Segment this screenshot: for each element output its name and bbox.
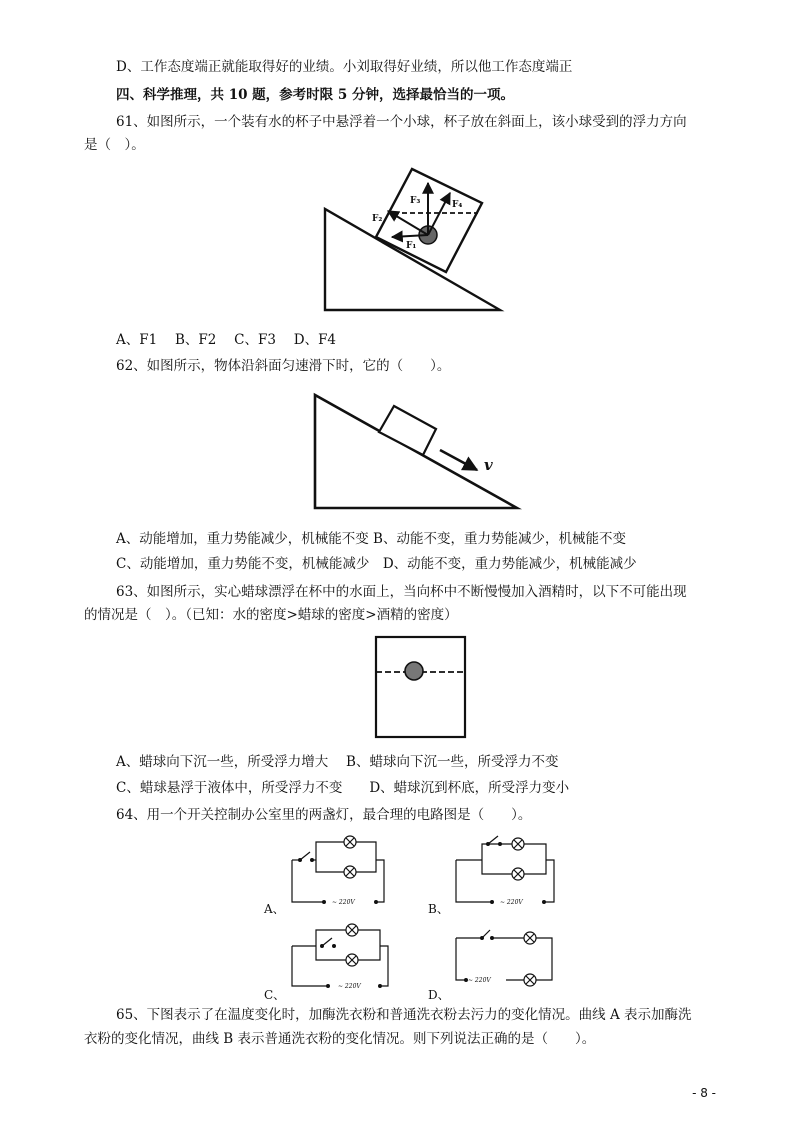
option-d-previous: D、工作态度端正就能取得好的业绩。小刘取得好业绩，所以他工作态度端正 [116, 59, 573, 75]
section-heading: 四、科学推理，共 10 题，参考时限 5 分钟，选择最恰当的一项。 [116, 87, 514, 103]
question-65-line1: 65、下图表示了在温度变化时，加酶洗衣粉和普通洗衣粉去污力的变化情况。曲线 A 表示加酶洗 [116, 1007, 692, 1023]
label-f2: F₂ [372, 214, 383, 224]
voltage-label: ~ 220V [500, 899, 523, 906]
voltage-label: ~ 220V [332, 899, 355, 906]
force-f2-arrow [388, 211, 428, 235]
voltage-label: ~ 220V [468, 977, 491, 984]
figure-63-cup [372, 634, 472, 740]
question-61-line1: 61、如图所示，一个装有水的杯子中悬浮着一个小球，杯子放在斜面上，该小球受到的浮力方向 [116, 114, 687, 130]
label-f3: F₃ [410, 196, 421, 206]
wax-ball [405, 662, 423, 680]
figure-62-incline [312, 392, 532, 512]
circuit-a-label: A、 [264, 902, 285, 916]
circuit-c [288, 920, 398, 1000]
page-number: - 8 - [692, 1086, 716, 1100]
incline-triangle [325, 209, 500, 310]
circuit-b-label: B、 [428, 902, 449, 916]
label-f1: F₁ [406, 241, 417, 251]
figure-61-buoyancy [320, 165, 520, 315]
question-62: 62、如图所示，物体沿斜面匀速滑下时，它的（ ）。 [116, 358, 451, 374]
force-f4-arrow [428, 193, 450, 235]
question-64: 64、用一个开关控制办公室里的两盏灯，最合理的电路图是（ ）。 [116, 807, 532, 823]
circuit-d [452, 926, 562, 996]
velocity-label: v [484, 456, 493, 474]
question-61-options: A、F1 B、F2 C、F3 D、F4 [116, 332, 337, 348]
label-f4: F₄ [452, 200, 463, 210]
circuit-b [452, 834, 562, 914]
circuit-a [288, 832, 388, 912]
question-63-line1: 63、如图所示，实心蜡球漂浮在杯中的水面上，当向杯中不断慢慢加入酒精时，以下不可能出现 [116, 584, 687, 600]
question-63-options-cd: C、蜡球悬浮于液体中，所受浮力不变 D、蜡球沉到杯底，所受浮力变小 [116, 780, 570, 796]
sliding-block [379, 406, 436, 455]
circuit-c-label: C、 [264, 988, 286, 1002]
cup-outline [376, 637, 465, 737]
question-61-line2: 是（ ）。 [84, 137, 145, 153]
question-62-options-ab: A、动能增加，重力势能减少，机械能不变 B、动能不变，重力势能减少，机械能不变 [116, 531, 626, 547]
question-63-options-ab: A、蜡球向下沉一些，所受浮力增大 B、蜡球向下沉一些，所受浮力不变 [116, 754, 559, 770]
question-63-line2: 的情况是（ ）。（已知：水的密度>蜡球的密度>酒精的密度） [84, 607, 458, 623]
voltage-label: ~ 220V [338, 983, 361, 990]
question-62-options-cd: C、动能增加，重力势能不变，机械能减少 D、动能不变，重力势能减少，机械能减少 [116, 556, 637, 572]
question-65-line2: 衣粉的变化情况，曲线 B 表示普通洗衣粉的变化情况。则下列说法正确的是（ ）。 [84, 1031, 596, 1047]
circuit-d-label: D、 [428, 988, 450, 1002]
